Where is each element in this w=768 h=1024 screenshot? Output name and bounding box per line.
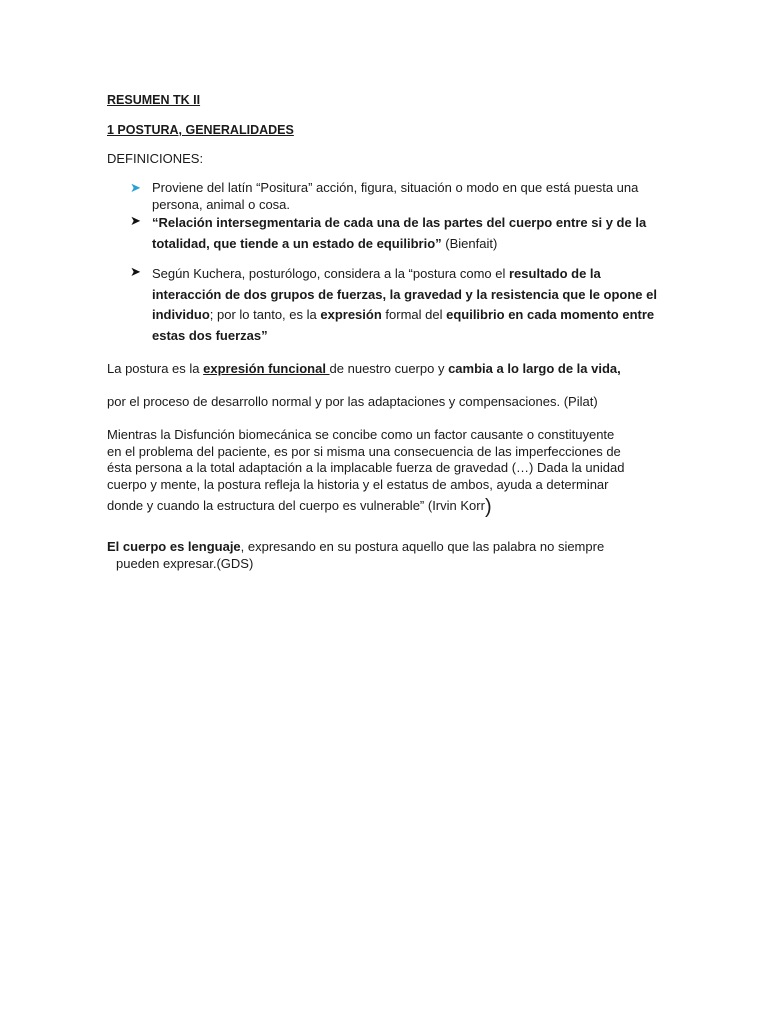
para-text: de nuestro cuerpo y <box>329 361 449 376</box>
bullet-citation: (Bienfait) <box>441 235 498 251</box>
close-paren: ) <box>484 496 492 518</box>
bullet-text <box>152 213 662 254</box>
bullet-bold-part: resultado de la interacción de dos grupos de fuerzas, la gravedad y la resistencia que le opone el individuo <box>152 266 657 322</box>
para-line: Mientras la Disfunción biomecánica se concibe como un factor causante o constituyente <box>107 427 615 442</box>
document-title: RESUMEN TK II <box>107 93 201 107</box>
para-bold: El cuerpo es lenguaje <box>107 539 241 554</box>
bullet-bold-part: expresión <box>320 307 382 322</box>
bullet-part: formal del <box>381 307 447 322</box>
paragraph-pilat: por el proceso de desarrollo normal y por las adaptaciones y compensaciones. (Pilat) <box>107 394 598 409</box>
para-line: cuerpo y mente, la postura refleja la historia y el estatus de ambos, ayuda a determinar <box>107 476 609 492</box>
bullet-bold-part: equilibrio en cada momento entre estas dos fuerzas” <box>152 307 655 343</box>
bullet-part: ; por lo tanto, es la <box>209 307 321 322</box>
para-line: en el problema del paciente, es por si misma una consecuencia de las imperfecciones de <box>107 443 621 459</box>
paragraph-korr <box>107 427 667 516</box>
para-line-text: donde y cuando la estructura del cuerpo es vulnerable” (Irvin Korr <box>107 498 485 513</box>
para-underlined-bold: expresión funcional <box>203 361 330 376</box>
para-text: , expresando en su postura aquello que las palabra no siempre <box>240 539 605 554</box>
definitions-label: DEFINICIONES: <box>107 151 204 166</box>
para-text: La postura es la <box>107 361 204 376</box>
arrow-bullet-icon: ➤ <box>130 213 141 228</box>
para-bold: cambia a lo largo de la vida, <box>448 361 621 376</box>
arrow-bullet-icon: ➤ <box>130 264 141 279</box>
para-line <box>107 498 667 516</box>
para-line: ésta persona a la total adaptación a la implacable fuerza de gravedad (…) Dada la unidad <box>107 460 625 475</box>
para-line <box>107 539 667 556</box>
para-line: pueden expresar.(GDS) <box>116 555 254 571</box>
bullet-text <box>152 264 662 346</box>
paragraph-postura <box>107 361 647 378</box>
bullet-part: Según Kuchera, posturólogo, considera a la “postura como el <box>152 266 509 281</box>
arrow-bullet-icon: ➤ <box>130 180 141 195</box>
section-heading: 1 POSTURA, GENERALIDADES <box>107 123 294 137</box>
bullet-text: Proviene del latín “Positura” acción, figura, situación o modo en que está puesta una persona, animal o cosa. <box>152 180 639 212</box>
bullet-bold-quote: “Relación intersegmentaria de cada una de las partes del cuerpo entre si y de la totalidad, que tiende a un estado de equilibrio” <box>152 215 647 251</box>
paragraph-lenguaje <box>107 539 667 572</box>
